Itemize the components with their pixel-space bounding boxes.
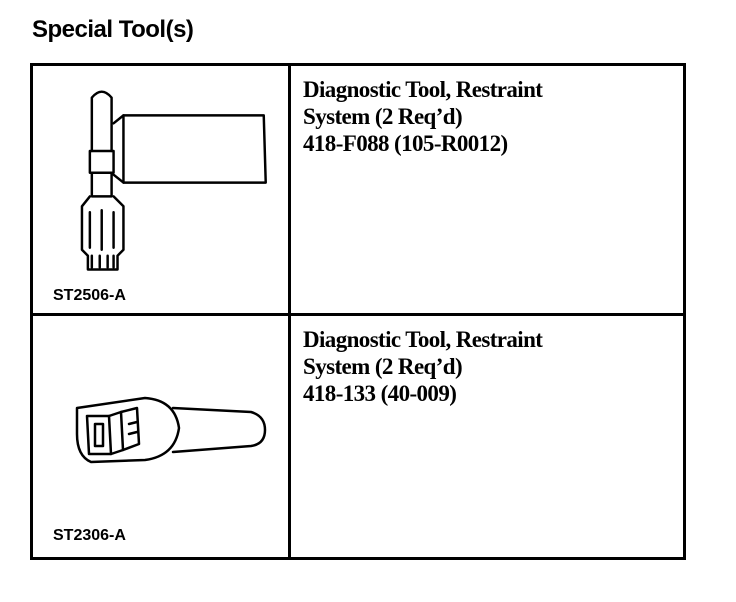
- tool-part-number: 418-F088 (105-R0012): [303, 131, 508, 156]
- tool-quantity: System (2 Req’d): [303, 104, 463, 129]
- tool-description-cell: [291, 66, 683, 313]
- tool-name: Diagnostic Tool, Restraint: [303, 327, 543, 352]
- tool-image-cell: [33, 66, 291, 313]
- connector-pigtail-icon: [33, 66, 288, 313]
- connector-plug-icon: [33, 316, 288, 557]
- tool-name: Diagnostic Tool, Restraint: [303, 77, 543, 102]
- tool-description-cell: [291, 316, 683, 557]
- figure-label: ST2306-A: [53, 527, 126, 544]
- figure-label: ST2506-A: [53, 287, 126, 304]
- tool-quantity: System (2 Req’d): [303, 354, 463, 379]
- table-row: [33, 316, 683, 557]
- tool-part-number: 418-133 (40-009): [303, 381, 457, 406]
- special-tools-table: [30, 63, 686, 560]
- page-title: Special Tool(s): [32, 16, 194, 43]
- tool-image-cell: [33, 316, 291, 557]
- table-row: [33, 66, 683, 316]
